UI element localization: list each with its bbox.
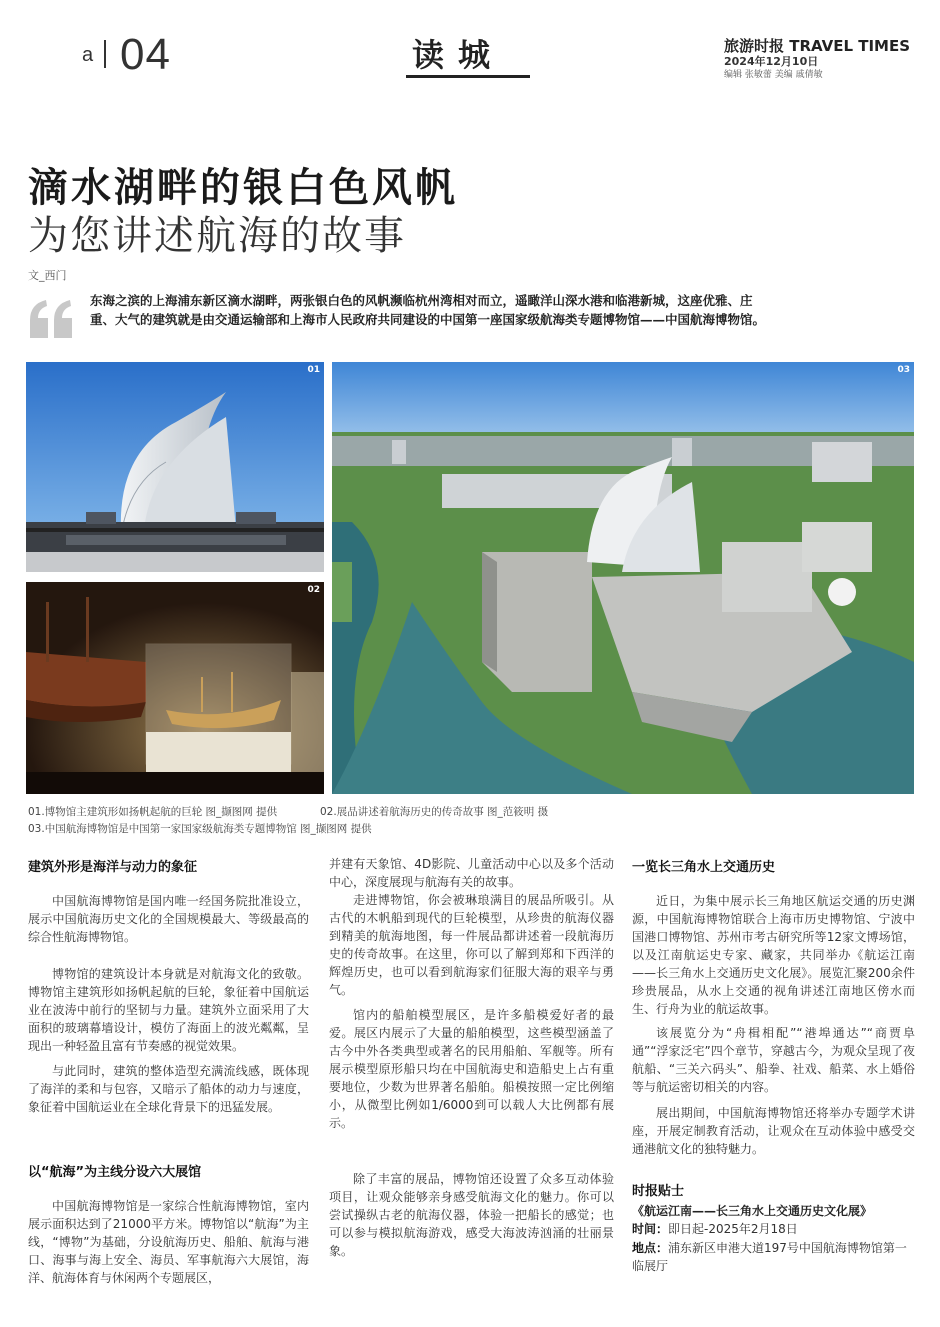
section-title-underline [406,75,530,78]
body-paragraph: 中国航海博物馆是国内唯一经国务院批准设立，展示中国航海历史文化的全国规模最大、等级最高的综合性航海博物馆。 [28,894,309,944]
photo-number: 02 [307,585,320,595]
tips-time-label: 时间： [632,1222,669,1236]
body-paragraph: 中国航海博物馆是一家综合性航海博物馆，室内展示面积达到了21000平方米。博物馆以“航海”为主线，“博物”为基础，分设航海历史、船舶、航海与港口、海事与海上安全、海员、军事航海六大展馆，海洋、航海体育与休闲两个专题展区， [28,1199,309,1285]
body-paragraph: 展出期间，中国航海博物馆还将举办专题学术讲座，开展定制教育活动，让观众在互动体验中感受交通港航文化的独特魅力。 [632,1106,915,1156]
aerial-museum-photo [332,362,914,794]
tips-time [632,1220,798,1237]
newspaper-name: 旅游时报 TRAVEL TIMES [724,37,911,55]
page-number: 04 [120,30,171,79]
body-paragraph: 除了丰富的展品，博物馆还设置了众多互动体验项目，让观众能够亲身感受航海文化的魅力。你可以尝试操纵古老的航海仪器，体验一把船长的感觉；也可以参与模拟航海游戏，感受大海波涛汹涌的壮丽景象。 [329,1172,614,1258]
body-paragraph: 该展览分为“舟楫相配”“港埠通达”“商贾阜通”“浮家泛宅”四个章节，穿越古今，为观众呈现了夜航船、“三关六码头”、船拳、社戏、船菜、水上婚俗等与航运密切相关的内容。 [632,1026,915,1094]
article-subheadline: 为您讲述航海的故事 [28,213,406,259]
tips-place-value: 浦东新区申港大道197号中国航海博物馆第一临展厅 [632,1241,907,1273]
tips-heading: 时报贴士 [632,1184,685,1199]
body-paragraph: 与此同时，建筑的整体造型充满流线感，既体现了海洋的柔和与包容，又暗示了船体的动力与速度，象征着中国航运业在全球化背景下的迅猛发展。 [28,1064,309,1114]
ship-model-exhibit-photo [26,582,324,794]
tips-time-value: 即日起-2025年2月18日 [668,1222,798,1236]
section-heading: 以“航海”为主线分设六大展馆 [28,1165,202,1180]
museum-sail-photo [26,362,324,572]
tips-place-label: 地点： [632,1241,669,1255]
body-paragraph: 馆内的船舶模型展区，是许多船模爱好者的最爱。展区内展示了大量的船舶模型，这些模型涵盖了古今中外各类典型或著名的民用船舶、军舰等。所有展示模型原形船只均在中国航海史和造船史上占有重要地位，少数为世界著名船舶。船模按照一定比例缩小，从微型比例如1/6000到可以载人大比例都有展示。 [329,1008,614,1130]
issue-date: 2024年12月10日 [724,55,819,68]
body-paragraph: 走进博物馆，你会被琳琅满目的展品所吸引。从古代的木帆船到现代的巨轮模型，从珍贵的航海仪器到精美的航海地图，每一件展品都讲述着一段航海历史的传奇故事。在这里，你可以了解到郑和下西洋的辉煌历史，也可以看到航海家们征服大海的艰辛与勇气。 [329,893,614,997]
body-paragraph: 博物馆的建筑设计本身就是对航海文化的致敬。博物馆主建筑形如扬帆起航的巨轮，象征着中国航运业在波涛中前行的坚韧与力量。建筑外立面采用了大面积的玻璃幕墙设计，模仿了海面上的波光粼粼，呈现出一种轻盈且富有节奏感的视觉效果。 [28,967,309,1053]
article-lead: 东海之滨的上海浦东新区滴水湖畔，两张银白色的风帆濒临杭州湾相对而立，遥瞰洋山深水港和临港新城，这座优雅、庄重、大气的建筑就是由交通运输部和上海市人民政府共同建设的中国第一座国家级航海类专题博物馆——中国航海博物馆。 [90,293,766,327]
body-paragraph: 近日，为集中展示长三角地区航运交通的历史渊源，中国航海博物馆联合上海市历史博物馆、宁波中国港口博物馆、苏州市考古研究所等12家文博场馆，以及江南航运史专家、藏家，共同举办《航运江南——长三角水上交通历史文化展》。展览汇聚200余件珍贵展品，从水上交通的视角讲述江南地区傍水而生、行舟为业的航运故事。 [632,894,915,1016]
article-byline: 文_西门 [28,269,67,282]
photo-caption: 02.展品讲述着航海历史的传奇故事 图_范筱明 摄 [320,806,549,818]
quote-mark-icon [28,294,76,342]
photo-number: 01 [307,365,320,375]
photo-caption: 03.中国航海博物馆是中国第一家国家级航海类专题博物馆 图_撷图网 提供 [28,823,372,835]
page-number-divider [104,40,106,68]
editor-credits: 编辑 张敏蕾 美编 戚倩敏 [724,70,823,80]
tips-place [632,1239,915,1275]
body-paragraph: 并建有天象馆、4D影院、儿童活动中心以及多个活动中心，深度展现与航海有关的故事。 [329,857,614,889]
article-headline: 滴水湖畔的银白色风帆 [28,164,458,211]
section-heading: 建筑外形是海洋与动力的象征 [28,860,198,875]
section-title: 读城 [412,36,505,74]
photo-number: 03 [897,365,910,375]
section-heading: 一览长三角水上交通历史 [632,860,776,875]
page-letter: a [82,44,94,66]
photo-caption: 01.博物馆主建筑形如扬帆起航的巨轮 图_撷图网 提供 [28,806,278,818]
tips-exhibition-name: 《航运江南——长三角水上交通历史文化展》 [632,1204,873,1218]
